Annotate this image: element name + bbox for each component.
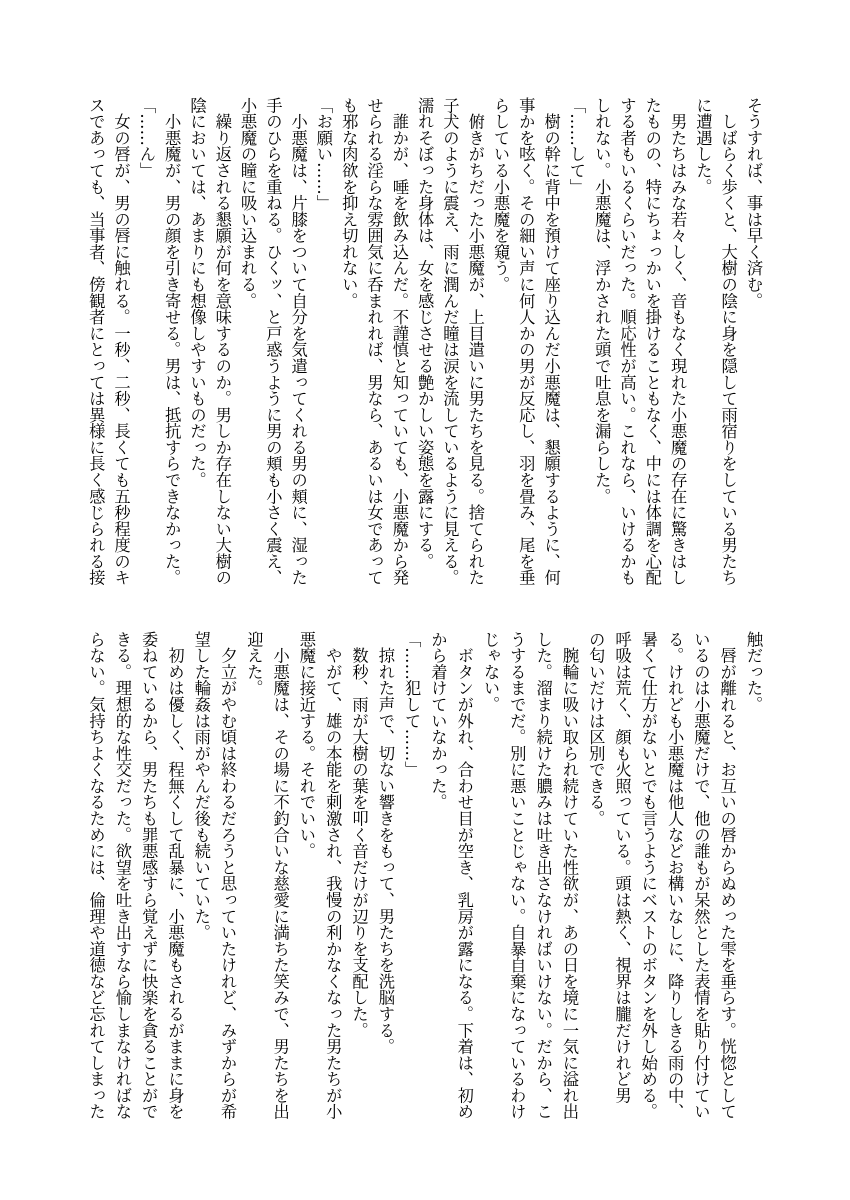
text-line: せられる淫らな雰囲気に呑まれれば、男なら、あるいは女であって: [364, 97, 384, 586]
text-line: 委ねているから、男たちも罪悪感すら覚えずに快楽を貪ることがで: [139, 631, 159, 1120]
text-line: そうすれば、事は早く済む。: [744, 97, 763, 309]
text-line: 濡れそぼった身体は、女を感じさせる艶かしい姿態を露にする。: [415, 97, 435, 570]
text-line: しれない。小悪魔は、浮かされた頭で吐息を漏らした。: [592, 97, 612, 505]
text-line: 数秒、雨が大樹の葉を叩く音だけが辺りを支配した。: [349, 631, 369, 1039]
text-line: 小悪魔が、男の顔を引き寄せる。男は、抵抗すらできなかった。: [162, 97, 182, 586]
text-line: した。溜まり続けた膿みは吐き出さなければいけない。だから、こ: [533, 631, 553, 1120]
text-line: 「……して」: [566, 97, 586, 195]
text-line: らない。気持ちよくなるためには、倫理や道徳など忘れてしまった: [86, 631, 106, 1120]
text-line: 夕立がやむ頃は終わるだろうと思っていたけれど、みずからが希: [218, 631, 238, 1120]
text-line: うするまでだ。別に悪いことじゃない。自暴自棄になっているわけ: [507, 631, 527, 1120]
text-line: きる。理想的な性交だった。欲望を吐き出すなら愉しまなければな: [112, 631, 132, 1120]
text-line: 望した輪姦は雨がやんだ後も続いていた。: [191, 631, 211, 941]
text-line: 子犬のように震え、雨に潤んだ瞳は涙を流しているように見える。: [440, 97, 460, 586]
text-line: やがて、雄の本能を刺激され、我慢の利かなくなった男たちが小: [323, 631, 343, 1120]
text-line: らしている小悪魔を窺う。: [491, 97, 511, 293]
text-line: 暑くて仕方がないとでも言うようにベストのボタンを外し始める。: [638, 631, 658, 1120]
text-line: 繰り返される懇願が何を意味するのか。男しか存在しない大樹の: [212, 97, 232, 586]
text-line: 腕輪に吸い取られ続けていた性欲が、あの日を境に一気に溢れ出: [559, 631, 579, 1120]
text-line: しばらく歩くと、大樹の陰に身を隠して雨宿りをしている男たち: [718, 97, 738, 586]
text-line: 唇が離れると、お互いの唇からぬめった雫を垂らす。恍惚として: [717, 631, 737, 1120]
text-line: の匂いだけは区別できる。: [586, 631, 606, 827]
text-line: 「お願い……」: [313, 97, 333, 212]
top-text-block: [83, 97, 766, 586]
text-line: 樹の幹に背中を預けて座り込んだ小悪魔は、懇願するように、何: [541, 97, 561, 586]
text-line: スであっても、当事者、傍観者にとっては異様に長く感じられる接: [86, 97, 106, 586]
text-line: いるのは小悪魔だけで、他の誰もが呆然とした表情を貼り付けてい: [691, 631, 711, 1120]
text-line: 掠れた声で、切ない響きをもって、男たちを洗脳する。: [375, 631, 395, 1055]
text-line: 小悪魔は、片膝をついて自分を気遣ってくれる男の頬に、湿った: [288, 97, 308, 586]
text-line: る。けれども小悪魔は他人などお構いなしに、降りしきる雨の中、: [665, 631, 685, 1120]
text-line: も邪な肉欲を抑え切れない。: [339, 97, 359, 309]
text-line: じゃない。: [481, 631, 501, 713]
text-line: 悪魔に接近する。それでいい。: [296, 631, 316, 860]
text-line: に遭遇した。: [693, 97, 713, 195]
text-line: 「……犯して……」: [402, 631, 422, 778]
text-line: 女の唇が、男の唇に触れる。一秒、二秒、長くても五秒程度のキ: [111, 97, 131, 586]
text-line: たものの、特にちょっかいを掛けることもなく、中には体調を心配: [642, 97, 662, 586]
text-line: する者もいるくらいだった。順応性が高い。これなら、いけるかも: [617, 97, 637, 586]
text-line: 小悪魔の瞳に吸い込まれる。: [238, 97, 258, 309]
text-line: 俯きがちだった小悪魔が、上目遣いに男たちを見る。捨てられた: [465, 97, 485, 586]
text-line: 男たちはみな若々しく、音もなく現れた小悪魔の存在に驚きはし: [668, 97, 688, 586]
text-line: 迎えた。: [244, 631, 264, 697]
text-line: 触だった。: [744, 631, 763, 713]
bottom-text-block: [82, 631, 766, 1120]
text-line: ボタンが外れ、合わせ目が空き、乳房が露になる。下着は、初め: [454, 631, 474, 1120]
text-line: 手のひらを重ねる。ひくッ、と戸惑うように男の頬も小さく震え、: [263, 97, 283, 586]
text-line: から着けていなかった。: [428, 631, 448, 811]
text-line: 小悪魔は、その場に不釣合いな慈愛に満ちた笑みで、男たちを出: [270, 631, 290, 1120]
text-line: 誰かが、唾を飲み込んだ。不謹慎と知っていても、小悪魔から発: [389, 97, 409, 586]
text-line: 事かを呟く。その細い声に何人かの男が反応し、羽を畳み、尾を垂: [516, 97, 536, 586]
text-line: 初めは優しく、程無くして乱暴に、小悪魔もされるがままに身を: [165, 631, 185, 1120]
text-line: 陰においては、あまりにも想像しやすいものだった。: [187, 97, 207, 488]
text-line: 呼吸は荒く、顔も火照っている。頭は熱く、視界は朧だけれど男: [612, 631, 632, 1104]
text-line: 「……ん」: [136, 97, 156, 179]
